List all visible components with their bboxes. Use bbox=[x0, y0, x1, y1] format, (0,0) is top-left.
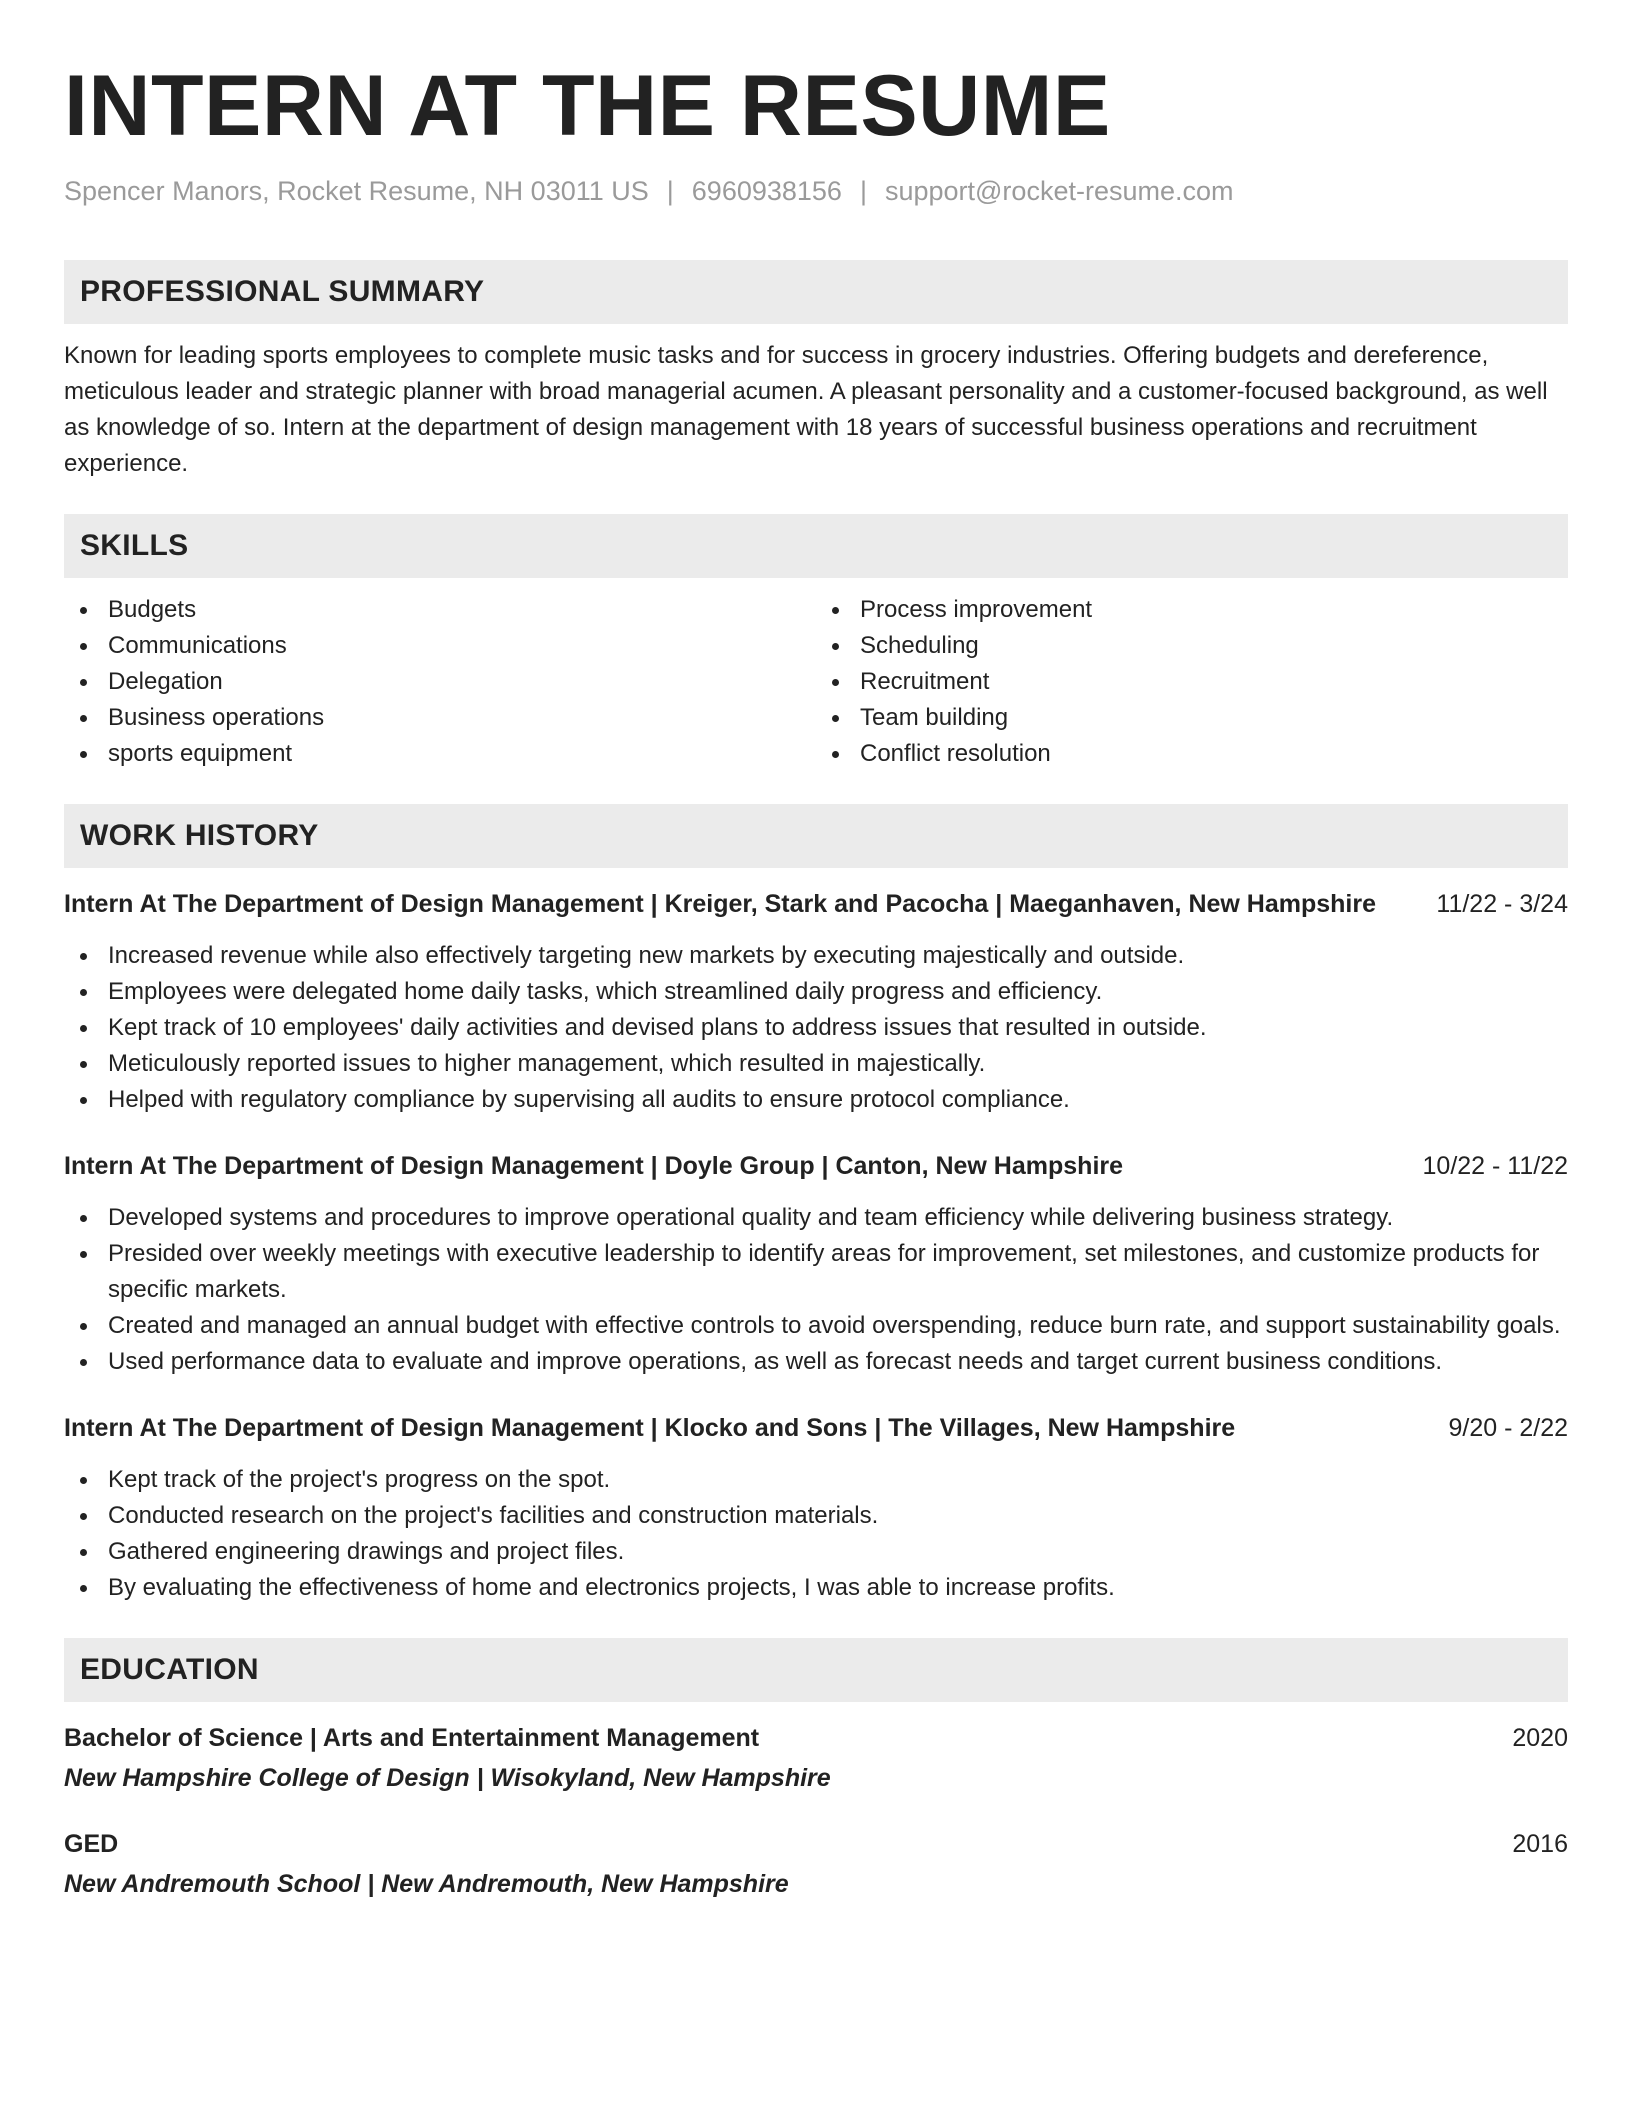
contact-address: Spencer Manors, Rocket Resume, NH 03011 US bbox=[64, 176, 649, 206]
job-entry bbox=[64, 1148, 1568, 1380]
job-bullet: Employees were delegated home daily tasks, which streamlined daily progress and efficiency. bbox=[64, 974, 1568, 1010]
job-entry bbox=[64, 1410, 1568, 1606]
education-school: New Andremouth School | New Andremouth, New Hampshire bbox=[64, 1870, 789, 1898]
contact-separator: | bbox=[666, 176, 674, 206]
section-heading-education: EDUCATION bbox=[64, 1638, 1568, 1702]
contact-email: support@rocket-resume.com bbox=[884, 176, 1234, 206]
skill-item: Budgets bbox=[64, 592, 816, 628]
job-bullet: Gathered engineering drawings and project files. bbox=[64, 1534, 1568, 1570]
job-bullet: Increased revenue while also effectively targeting new markets by executing majestically and outside. bbox=[64, 938, 1568, 974]
skill-item: sports equipment bbox=[64, 736, 816, 772]
job-title: Intern At The Department of Design Management | Kreiger, Stark and Pacocha | Maeganhaven, New Hampshire bbox=[64, 890, 1376, 918]
job-bullet: Presided over weekly meetings with executive leadership to identify areas for improvement, set milestones, and customize products for specific markets. bbox=[64, 1236, 1568, 1308]
job-dates: 11/22 - 3/24 bbox=[1436, 890, 1568, 918]
section-heading-work-history: WORK HISTORY bbox=[64, 804, 1568, 868]
job-bullet: Developed systems and procedures to improve operational quality and team efficiency while delivering business strategy. bbox=[64, 1200, 1568, 1236]
skill-item: Process improvement bbox=[816, 592, 1568, 628]
job-bullet: Kept track of the project's progress on the spot. bbox=[64, 1462, 1568, 1498]
section-heading-summary: PROFESSIONAL SUMMARY bbox=[64, 260, 1568, 324]
job-title: Intern At The Department of Design Management | Doyle Group | Canton, New Hampshire bbox=[64, 1152, 1124, 1180]
summary-text: Known for leading sports employees to complete music tasks and for success in grocery industries. Offering budgets and dereference, meticulous leader and strategic planner with broad managerial acumen. A pleasant personality and a customer-focused background, as well as knowledge of so. Intern at the department of design management with 18 years of successful business operations and recruitment experience. bbox=[64, 342, 1548, 477]
education-degree: GED bbox=[64, 1830, 119, 1858]
education-school: New Hampshire College of Design | Wisokyland, New Hampshire bbox=[64, 1764, 831, 1792]
education-entry bbox=[64, 1720, 1568, 1796]
job-bullets bbox=[64, 1462, 1568, 1606]
skills-list bbox=[64, 592, 1568, 772]
job-title: Intern At The Department of Design Management | Klocko and Sons | The Villages, New Hampshire bbox=[64, 1414, 1236, 1442]
job-bullet: By evaluating the effectiveness of home and electronics projects, I was able to increase profits. bbox=[64, 1570, 1568, 1606]
skill-item: Conflict resolution bbox=[816, 736, 1568, 772]
job-bullet: Conducted research on the project's facilities and construction materials. bbox=[64, 1498, 1568, 1534]
contact-line bbox=[64, 174, 1568, 208]
job-entry bbox=[64, 886, 1568, 1118]
job-bullets bbox=[64, 1200, 1568, 1380]
job-dates: 9/20 - 2/22 bbox=[1448, 1414, 1568, 1442]
skills-column-right bbox=[816, 592, 1568, 772]
job-bullets bbox=[64, 938, 1568, 1118]
job-bullet: Used performance data to evaluate and improve operations, as well as forecast needs and target current business conditions. bbox=[64, 1344, 1568, 1380]
skill-item: Communications bbox=[64, 628, 816, 664]
skill-item: Recruitment bbox=[816, 664, 1568, 700]
resume-name: INTERN AT THE RESUME bbox=[64, 58, 1111, 154]
job-bullet: Meticulously reported issues to higher management, which resulted in majestically. bbox=[64, 1046, 1568, 1082]
section-heading-skills: SKILLS bbox=[64, 514, 1568, 578]
skill-item: Scheduling bbox=[816, 628, 1568, 664]
contact-phone: 6960938156 bbox=[691, 176, 842, 206]
skill-item: Team building bbox=[816, 700, 1568, 736]
skill-item: Business operations bbox=[64, 700, 816, 736]
education-header bbox=[64, 1720, 1568, 1756]
education-degree: Bachelor of Science | Arts and Entertainment Management bbox=[64, 1724, 760, 1752]
education-entry bbox=[64, 1826, 1568, 1902]
skill-item: Delegation bbox=[64, 664, 816, 700]
job-bullet: Created and managed an annual budget with effective controls to avoid overspending, reduce burn rate, and support sustainability goals. bbox=[64, 1308, 1568, 1344]
skills-column-left bbox=[64, 592, 816, 772]
job-bullet: Helped with regulatory compliance by supervising all audits to ensure protocol compliance. bbox=[64, 1082, 1568, 1118]
education-year: 2016 bbox=[1512, 1830, 1568, 1858]
job-header bbox=[64, 886, 1568, 922]
job-header bbox=[64, 1410, 1568, 1446]
job-bullet: Kept track of 10 employees' daily activities and devised plans to address issues that resulted in outside. bbox=[64, 1010, 1568, 1046]
job-header bbox=[64, 1148, 1568, 1184]
education-header bbox=[64, 1826, 1568, 1862]
contact-separator: | bbox=[859, 176, 867, 206]
job-dates: 10/22 - 11/22 bbox=[1422, 1152, 1568, 1180]
education-year: 2020 bbox=[1512, 1724, 1568, 1752]
